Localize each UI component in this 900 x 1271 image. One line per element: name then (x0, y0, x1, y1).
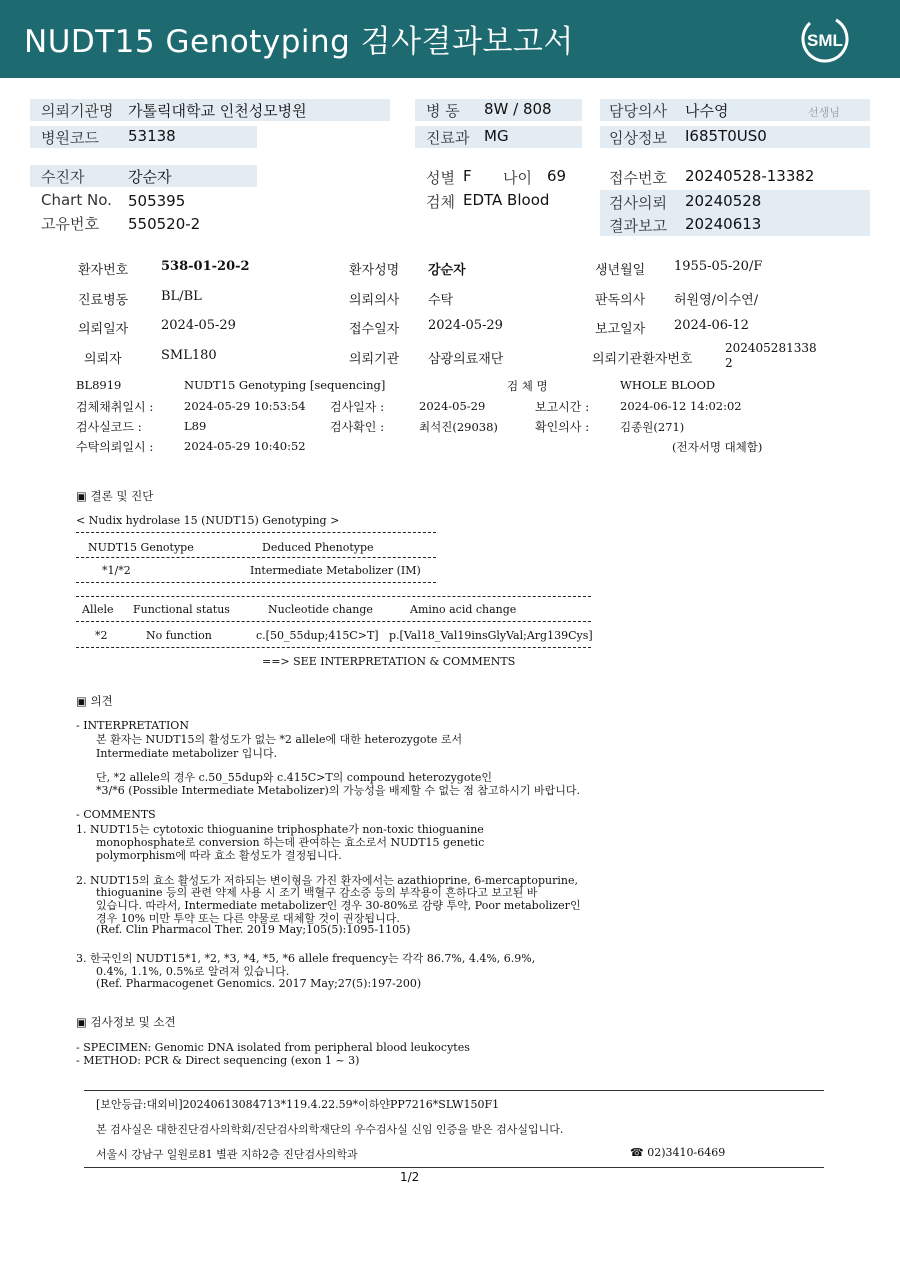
conclusion-subtitle: < Nudix hydrolase 15 (NUDT15) Genotyping > (76, 514, 340, 527)
physician-label: 담당의사 (609, 102, 667, 120)
reception-no-value: 20240528-13382 (685, 167, 815, 185)
sex-value: F (463, 167, 472, 185)
amino-value: p.[Val18_Val19insGlyVal;Arg139Cys] (389, 629, 593, 642)
age-label: 나이 (503, 169, 532, 187)
institution-value: 가톨릭대학교 인천성모병원 (128, 102, 307, 120)
report-date-label: 보고일자 (595, 322, 646, 337)
security-line: [보안등급:대외비]20240613084713*119.4.22.59*이하얀PP7216*SLW150F1 (96, 1098, 500, 1111)
req-date-value: 2024-05-29 (161, 318, 236, 333)
allele-value: *2 (95, 629, 108, 642)
confirm-label: 검사확인 : (330, 420, 385, 434)
conclusion-heading: ▣ 결론 및 진단 (76, 489, 154, 503)
read-doctor-label: 판독의사 (595, 293, 646, 308)
divider (76, 582, 436, 583)
reception-no-label: 접수번호 (609, 169, 667, 187)
test-code: BL8919 (76, 378, 122, 392)
specimen-label: 검체 (426, 193, 455, 211)
comment-line: 3. 한국인의 NUDT15*1, *2, *3, *4, *5, *6 allele frequency는 각각 86.7%, 4.4%, 6.9%, (76, 952, 536, 965)
test-request-value: 20240528 (685, 192, 762, 210)
chart-no-label: Chart No. (41, 191, 112, 209)
outsource-label: 수탁의뢰일시 : (76, 440, 154, 454)
sml-logo (800, 14, 850, 64)
interp-line: Intermediate metabolizer 입니다. (96, 747, 278, 760)
col-amino: Amino acid change (410, 603, 517, 616)
divider (76, 621, 591, 622)
opinion-heading: ▣ 의견 (76, 694, 113, 708)
phone-line: ☎ 02)3410-6469 (630, 1146, 726, 1159)
col-status: Functional status (133, 603, 230, 616)
req-date-label: 의뢰일자 (78, 322, 129, 337)
patient-name-value: 강순자 (428, 263, 466, 278)
department-value: MG (484, 127, 509, 145)
ward-table-value: BL/BL (161, 289, 202, 304)
recv-date-label: 접수일자 (349, 322, 400, 337)
specimen-name-label: 검 체 명 (507, 379, 548, 393)
physician-value: 나수영 (685, 102, 729, 120)
inst-patient-no-label: 의뢰기관환자번호 (592, 352, 693, 367)
clinical-info-label: 임상정보 (609, 129, 667, 147)
outsource-value: 2024-05-29 10:40:52 (184, 439, 306, 453)
test-request-label: 검사의뢰 (609, 194, 667, 212)
nucleotide-value: c.[50_55dup;415C>T] (256, 629, 379, 642)
interp-title: - INTERPRETATION (76, 719, 189, 732)
req-doctor-label: 의뢰의사 (349, 293, 400, 308)
requester-label: 의뢰자 (84, 352, 122, 367)
confirm-value: 최석진(29038) (419, 420, 498, 434)
comments-title: - COMMENTS (76, 808, 156, 821)
ward-value: 8W / 808 (484, 100, 552, 118)
see-interpretation: ==> SEE INTERPRETATION & COMMENTS (262, 655, 516, 668)
divider (76, 647, 591, 648)
col-allele: Allele (82, 603, 114, 616)
test-details-heading: ▣ 검사정보 및 소견 (76, 1015, 176, 1029)
req-inst-value: 삼광의료재단 (428, 352, 504, 367)
clinical-info-value: I685T0US0 (685, 127, 767, 145)
sex-label: 성별 (426, 169, 455, 187)
report-title: NUDT15 Genotyping 검사결과보고서 (24, 24, 574, 60)
comment-line: monophosphate로 conversion 하는데 관여하는 효소로서 NUDT15 genetic (96, 836, 485, 849)
inst-patient-no-value-2: 2 (725, 356, 733, 370)
specimen-name-value: WHOLE BLOOD (620, 378, 716, 392)
hospital-code-value: 53138 (128, 127, 176, 145)
comment-line: thioguanine 등의 관련 약제 사용 시 조기 백혈구 감소증 등의 부작용이 흔하다고 보고된 바 (96, 886, 538, 899)
unique-no-value: 550520-2 (128, 215, 201, 233)
interp-line: *3/*6 (Possible Intermediate Metabolizer)의 가능성을 배제할 수 없는 점 참고하시기 바랍니다. (96, 784, 580, 797)
comment-line: 경우 10% 미만 투약 또는 다른 약물로 대체할 것이 권장됩니다. (96, 912, 400, 925)
patient-no-value: 538-01-20-2 (161, 259, 250, 274)
col-nucleotide: Nucleotide change (268, 603, 373, 616)
read-doctor-value: 허원영/이수연/ (674, 293, 759, 308)
page-number: 1/2 (400, 1170, 420, 1184)
comment-line: 2. NUDT15의 효소 활성도가 저하되는 변이형을 가진 환자에서는 azathioprine, 6-mercaptopurine, (76, 874, 578, 887)
ward-label: 병 동 (426, 102, 460, 120)
physician-suffix: 선생님 (808, 106, 840, 119)
unique-no-label: 고유번호 (41, 215, 99, 233)
ward-table-label: 진료병동 (78, 293, 129, 308)
comment-line: 1. NUDT15는 cytotoxic thioguanine triphosphate가 non-toxic thioguanine (76, 823, 484, 836)
collect-value: 2024-05-29 10:53:54 (184, 399, 306, 413)
cert-line: 본 검사실은 대한진단검사의학회/진단검사의학재단의 우수검사실 신임 인증을 받은 검사실입니다. (96, 1123, 564, 1136)
patient-name-label: 환자성명 (349, 263, 400, 278)
report-header (0, 0, 900, 78)
method-detail: - METHOD: PCR & Direct sequencing (exon 1 ~ 3) (76, 1054, 360, 1067)
lab-code-label: 검사실코드 : (76, 420, 142, 434)
result-report-value: 20240613 (685, 215, 762, 233)
test-name: NUDT15 Genotyping [sequencing] (184, 378, 386, 392)
divider (76, 557, 436, 558)
divider (76, 532, 436, 533)
phenotype-value: Intermediate Metabolizer (IM) (250, 564, 421, 577)
comment-line: 0.4%, 1.1%, 0.5%로 알려져 있습니다. (96, 965, 290, 978)
recv-date-value: 2024-05-29 (428, 318, 503, 333)
patient-label: 수진자 (41, 168, 85, 186)
comment-line: (Ref. Clin Pharmacol Ther. 2019 May;105(5):1095-1105) (96, 923, 411, 936)
age-value: 69 (547, 167, 567, 185)
result-report-label: 결과보고 (609, 217, 667, 235)
requester-value: SML180 (161, 348, 217, 363)
patient-value: 강순자 (128, 168, 172, 186)
birth-value: 1955-05-20/F (674, 259, 763, 274)
report-time-value: 2024-06-12 14:02:02 (620, 399, 742, 413)
comment-line: 있습니다. 따라서, Intermediate metabolizer인 경우 30-80%로 감량 투약, Poor metabolizer인 (96, 899, 581, 912)
divider (76, 596, 591, 597)
svg-text:SML: SML (807, 31, 843, 50)
patient-no-label: 환자번호 (78, 263, 129, 278)
footer-bottom-line (84, 1167, 824, 1168)
birth-label: 생년월일 (595, 263, 646, 278)
req-inst-label: 의뢰기관 (349, 352, 400, 367)
inst-patient-no-value-1: 202405281338 (725, 341, 817, 355)
chart-no-value: 505395 (128, 192, 186, 210)
col-genotype: NUDT15 Genotype (88, 541, 194, 554)
interp-line: 단, *2 allele의 경우 c.50_55dup와 c.415C>T의 compound heterozygote인 (96, 771, 493, 784)
interp-line: 본 환자는 NUDT15의 활성도가 없는 *2 allele에 대한 heterozygote 로서 (96, 733, 463, 746)
specimen-value: EDTA Blood (463, 191, 550, 209)
report-time-label: 보고시간 : (535, 400, 590, 414)
confirm-doctor-label: 확인의사 : (535, 420, 590, 434)
genotype-value: *1/*2 (102, 564, 131, 577)
col-phenotype: Deduced Phenotype (262, 541, 374, 554)
department-label: 진료과 (426, 129, 470, 147)
specimen-detail: - SPECIMEN: Genomic DNA isolated from peripheral blood leukocytes (76, 1041, 470, 1054)
institution-label: 의뢰기관명 (41, 102, 114, 120)
confirm-doctor-value: 김종원(271) (620, 420, 685, 434)
esign-note: (전자서명 대체함) (672, 440, 763, 454)
report-date-value: 2024-06-12 (674, 318, 749, 333)
test-date-label: 검사일자 : (330, 400, 385, 414)
status-value: No function (146, 629, 212, 642)
comment-line: polymorphism에 따라 효소 활성도가 결정됩니다. (96, 849, 342, 862)
address-line: 서울시 강남구 일원로81 별관 지하2층 진단검사의학과 (96, 1148, 358, 1161)
lab-code-value: L89 (184, 419, 207, 433)
collect-label: 검체채취일시 : (76, 400, 154, 414)
hospital-code-label: 병원코드 (41, 129, 99, 147)
req-doctor-value: 수탁 (428, 293, 454, 308)
comment-line: (Ref. Pharmacogenet Genomics. 2017 May;27(5):197-200) (96, 977, 422, 990)
footer-top-line (84, 1090, 824, 1091)
test-date-value: 2024-05-29 (419, 399, 486, 413)
